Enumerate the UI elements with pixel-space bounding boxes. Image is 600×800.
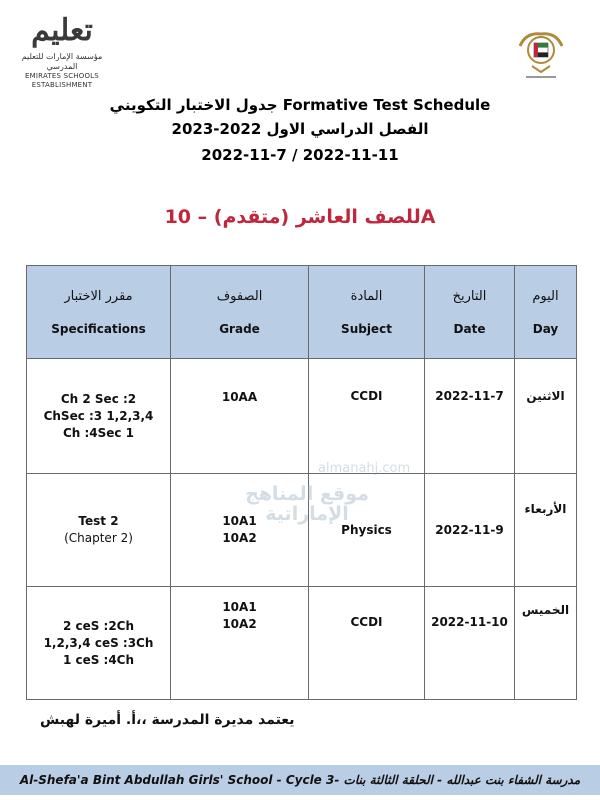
org-name-ar: مؤسسة الإمارات للتعليم المدرسي — [21, 52, 103, 71]
schedule-title: جدول الاختبار التكويني Formative Test Schedule — [109, 96, 491, 114]
grade-cell: 10AA — [171, 359, 309, 474]
grade-cell: 10A1 10A2 — [171, 587, 309, 700]
col-header-specifications: مقرر الاختبار Specifications — [27, 266, 171, 359]
subject-cell: CCDI — [309, 359, 425, 474]
ese-logo — [6, 14, 118, 90]
principal-approval: يعتمد مديرة المدرسة ،،أ. أميرة لهبش — [40, 712, 295, 728]
watermark-ar: موقع المناهج الإماراتية — [245, 483, 369, 525]
date-range: 2022-11-7 / 2022-11-11 — [201, 146, 399, 164]
date-cell: 2022-11-7 — [425, 359, 515, 474]
day-cell: الاثنين — [515, 359, 577, 474]
day-cell: الأربعاء — [515, 474, 577, 587]
spec-cell: 2 ceS :2Ch 1,2,3,4 ceS :3Ch 1 ceS :4Ch — [27, 587, 171, 700]
table-row — [27, 587, 577, 700]
spec-cell: Ch 2 Sec :2 ChSec :3 1,2,3,4 Ch :4Sec 1 — [27, 359, 171, 474]
date-cell: 2022-11-10 — [425, 587, 515, 700]
class-title: للصف العاشر (متقدم) – 10A — [164, 206, 436, 228]
grade-cell: 10A1 10A2 — [171, 474, 309, 587]
table-header-row — [27, 266, 577, 359]
school-footer: Al-Shefa'a Bint Abdullah Girls' School - Cycle 3- مدرسة الشفاء بنت عبدالله - الحلقة الثالثة بنات — [0, 765, 600, 795]
semester-line: الفصل الدراسي الاول 2022-2023 — [171, 120, 429, 138]
table-row — [27, 359, 577, 474]
subject-cell: CCDI — [309, 587, 425, 700]
taleem-logo-mark: تعليم — [31, 13, 93, 48]
uae-emblem-icon — [512, 26, 570, 82]
col-header-grade: الصفوف Grade — [171, 266, 309, 359]
col-header-date: التاريخ Date — [425, 266, 515, 359]
col-header-subject: المادة Subject — [309, 266, 425, 359]
org-name-en: EMIRATES SCHOOLS ESTABLISHMENT — [25, 72, 99, 89]
date-cell: 2022-11-9 — [425, 474, 515, 587]
spec-cell: Test 2 (Chapter 2) — [27, 474, 171, 587]
subject-cell: Physics — [309, 474, 425, 587]
col-header-day: اليوم Day — [515, 266, 577, 359]
day-cell: الخميس — [515, 587, 577, 700]
watermark-site: almanahj.com — [318, 461, 411, 476]
